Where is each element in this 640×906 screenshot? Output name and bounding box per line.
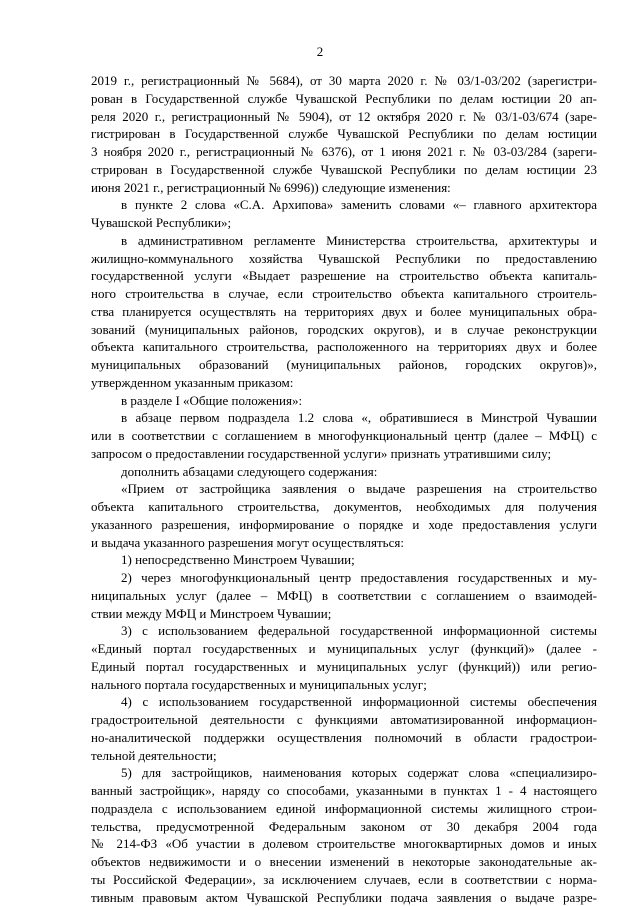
text-line: жилищно-коммунального хозяйства Чувашской Республики по предоставлению bbox=[91, 250, 597, 268]
text-line: запросом о предоставлении государственной услуги» признать утратившими силу; bbox=[91, 445, 597, 463]
text-line: и выдача указанного разрешения могут осуществляться: bbox=[91, 534, 597, 552]
text-line: объекта капитального строительства, расположенного на территориях двух и более bbox=[91, 338, 597, 356]
text-line: муниципальных образований (муниципальных районов, городских округов)», bbox=[91, 356, 597, 374]
text-line: 4) с использованием государственной информационной системы обеспечения bbox=[91, 693, 597, 711]
text-line: дополнить абзацами следующего содержания: bbox=[91, 463, 597, 481]
text-line: тельства, предусмотренной Федеральным законом от 30 декабря 2004 года bbox=[91, 818, 597, 836]
text-line: в разделе I «Общие положения»: bbox=[91, 392, 597, 410]
text-line: градостроительной деятельности с функциями автоматизированной информацион- bbox=[91, 711, 597, 729]
text-line: ства планируется осуществлять на территориях двух и более муниципальных обра- bbox=[91, 303, 597, 321]
text-line: 1) непосредственно Минстроем Чувашии; bbox=[91, 551, 597, 569]
text-line: ного строительства в случае, если строительство объекта капитального строитель- bbox=[91, 285, 597, 303]
text-line: реля 2020 г., регистрационный № 5904), от 12 октября 2020 г. № 03/1-03/674 (заре- bbox=[91, 108, 597, 126]
text-line: Чувашской Республики»; bbox=[91, 214, 597, 232]
text-line: ствии между МФЦ и Минстроем Чувашии; bbox=[91, 605, 597, 623]
text-line: тивным правовым актом Чувашской Республики подача заявления о выдаче разре- bbox=[91, 889, 597, 906]
text-line: утвержденном указанным приказом: bbox=[91, 374, 597, 392]
text-line: Единый портал государственных и муниципальных услуг (функций)) или регио- bbox=[91, 658, 597, 676]
text-line: 5) для застройщиков, наименования которых содержат слова «специализиро- bbox=[91, 764, 597, 782]
text-line: 3) с использованием федеральной государственной информационной системы bbox=[91, 622, 597, 640]
text-line: ты Российской Федерации», за исключением случаев, если в соответствии с норма- bbox=[91, 871, 597, 889]
text-line: «Прием от застройщика заявления о выдаче разрешения на строительство bbox=[91, 480, 597, 498]
text-line: тельной деятельности; bbox=[91, 747, 597, 765]
text-line: ниципальных услуг (далее – МФЦ) в соответствии с соглашением о взаимодей- bbox=[91, 587, 597, 605]
text-line: рован в Государственной службе Чувашской Республики по делам юстиции 20 ап- bbox=[91, 90, 597, 108]
text-line: стрирован в Государственной службе Чувашской Республики по делам юстиции 23 bbox=[91, 161, 597, 179]
text-line: государственной услуги «Выдает разрешение на строительство объекта капиталь- bbox=[91, 267, 597, 285]
text-line: в пункте 2 слова «С.А. Архипова» заменить словами «– главного архитектора bbox=[91, 196, 597, 214]
text-line: указанного разрешения, информирование о порядке и ходе предоставления услуги bbox=[91, 516, 597, 534]
text-line: 2) через многофункциональный центр предоставления государственных и му- bbox=[91, 569, 597, 587]
text-line: июня 2021 г., регистрационный № 6996)) следующие изменения: bbox=[91, 179, 597, 197]
text-line: объекта капитального строительства, документов, необходимых для получения bbox=[91, 498, 597, 516]
text-line: 2019 г., регистрационный № 5684), от 30 марта 2020 г. № 03/1-03/202 (зарегистри- bbox=[91, 72, 597, 90]
text-line: или в соответствии с соглашением в многофункциональный центр (далее – МФЦ) с bbox=[91, 427, 597, 445]
text-line: объектов недвижимости и о внесении изменений в некоторые законодательные ак- bbox=[91, 853, 597, 871]
text-line: нального портала государственных и муниципальных услуг; bbox=[91, 676, 597, 694]
text-line: 3 ноября 2020 г., регистрационный № 6376), от 1 июня 2021 г. № 03-03/284 (зареги- bbox=[91, 143, 597, 161]
text-line: но-аналитической поддержки осуществления полномочий в области градострои- bbox=[91, 729, 597, 747]
text-line: подраздела с использованием единой информационной системы жилищного строи- bbox=[91, 800, 597, 818]
document-body bbox=[91, 72, 597, 906]
page-number: 2 bbox=[0, 44, 640, 60]
text-line: ванный застройщик», наряду со способами, указанными в пунктах 1 - 4 настоящего bbox=[91, 782, 597, 800]
text-line: гистрирован в Государственной службе Чувашской Республики по делам юстиции bbox=[91, 125, 597, 143]
text-line: зований (муниципальных районов, городских округов), и в случае реконструкции bbox=[91, 321, 597, 339]
text-line: в административном регламенте Министерства строительства, архитектуры и bbox=[91, 232, 597, 250]
text-line: в абзаце первом подраздела 1.2 слова «, обратившиеся в Минстрой Чувашии bbox=[91, 409, 597, 427]
text-line: «Единый портал государственных и муниципальных услуг (функций)» (далее - bbox=[91, 640, 597, 658]
text-line: № 214-ФЗ «Об участии в долевом строительстве многоквартирных домов и иных bbox=[91, 835, 597, 853]
